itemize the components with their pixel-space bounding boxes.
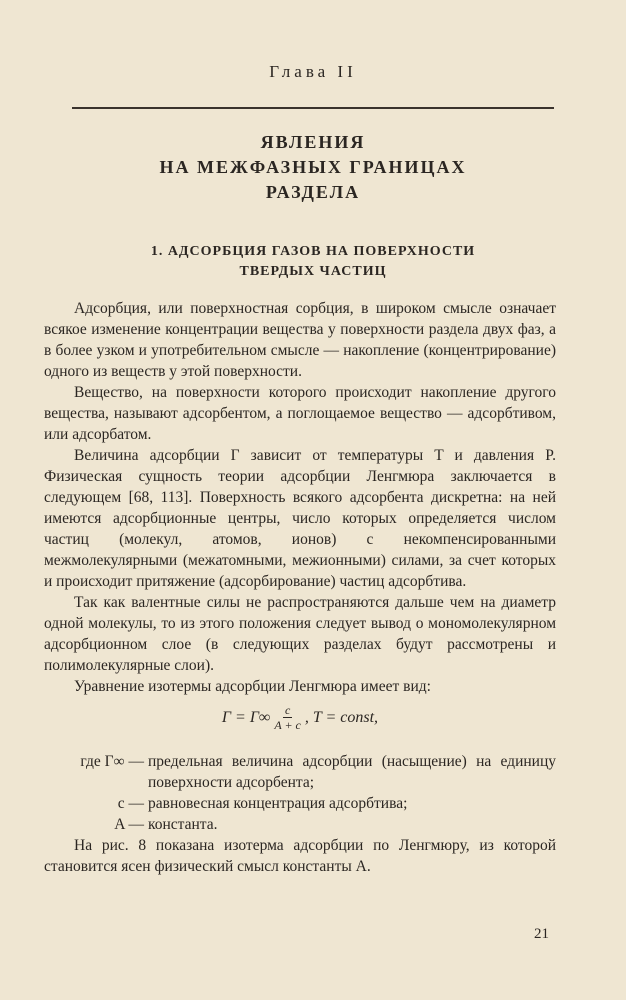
paragraph: Адсорбция, или поверхностная сорбция, в широком смысле означает всякое изменение концентрации вещества у поверхности раздела двух фаз, а в более узком и употребительном смысле — накопление (концентрирование) одного из веществ у этой поверхности.: [44, 300, 556, 380]
definition-key: где Γ∞ —: [80, 753, 144, 770]
paragraph: Величина адсорбции Γ зависит от температуры T и давления P. Физическая сущность теории адсорбции Ленгмюра заключается в следующем [68, 113]. Поверхность всякого адсорбента дискретна: на ней имеются адсорбционные центры, число которых определяется числом частиц (молекул, атомов, ионов) с некомпенсированными межмолекулярными (межатомными, межионными) силами, за счет которых и происходит притяжение (адсорбирование) частиц адсорбтива.: [44, 447, 556, 590]
formula-lhs: Γ = Γ∞: [221, 709, 271, 726]
paragraph: Вещество, на поверхности которого происходит накопление другого вещества, называют адсорбентом, а поглощаемое вещество — адсорбтивом, или адсорбатом.: [44, 384, 556, 443]
definition-row: [44, 751, 556, 793]
paragraph: Так как валентные силы не распространяются дальше чем на диаметр одной молекулы, то из этого положения следует вывод о мономолекулярном адсорбционном слое (в следующих разделах будут рассмотрены и полимолекулярные слои).: [44, 594, 556, 674]
chapter-heading: Глава II: [269, 62, 357, 81]
paragraph: Уравнение изотермы адсорбции Ленгмюра имеет вид:: [74, 678, 431, 695]
definition-key: A —: [114, 816, 144, 833]
formula-numerator: c: [284, 703, 291, 717]
definition-row: [44, 814, 556, 835]
page-number: 21: [534, 926, 549, 942]
section-line: ТВЕРДЫХ ЧАСТИЦ: [239, 264, 387, 279]
definitions-list: [44, 751, 556, 835]
title-line: НА МЕЖФАЗНЫХ ГРАНИЦАХ: [159, 157, 467, 177]
formula-condition: , T = const,: [304, 709, 379, 726]
title-line: ЯВЛЕНИЯ: [260, 132, 366, 152]
chapter-title: [0, 130, 626, 205]
definition-text: константа.: [148, 816, 218, 833]
definition-key: c —: [117, 795, 144, 812]
definition-text: предельная величина адсорбции (насыщение) на единицу поверхности адсорбента;: [148, 753, 556, 791]
formula-denominator: A + c: [274, 718, 301, 732]
horizontal-rule: [72, 107, 554, 109]
langmuir-equation: [44, 703, 556, 745]
definition-text: равновесная концентрация адсорбтива;: [148, 795, 408, 812]
title-line: РАЗДЕЛА: [265, 182, 361, 202]
paragraph-closing: На рис. 8 показана изотерма адсорбции по Ленгмюру, из которой становится ясен физический смысл константы A.: [44, 837, 556, 875]
section-line: 1. АДСОРБЦИЯ ГАЗОВ НА ПОВЕРХНОСТИ: [150, 244, 476, 259]
definition-row: [44, 793, 556, 814]
body-text: [44, 298, 556, 877]
formula-fraction: [274, 703, 301, 732]
section-heading: [0, 242, 626, 282]
